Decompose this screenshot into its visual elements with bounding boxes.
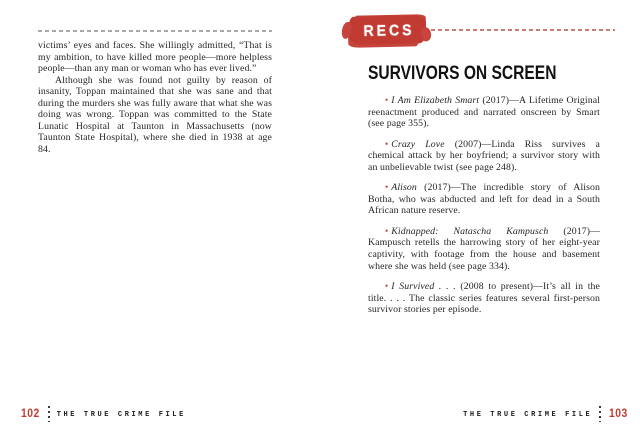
rec-title: Alison	[391, 182, 417, 194]
bullet-marker: •	[385, 182, 389, 193]
bullet-marker: •	[385, 138, 389, 149]
bullet-marker: •	[385, 95, 389, 105]
recs-badge-label: RECS	[363, 20, 415, 40]
left-page-footer	[20, 405, 186, 423]
rec-title: I Survived . . .	[391, 281, 456, 293]
footer-dashed-divider	[599, 406, 601, 422]
book-title-footer-left: THE TRUE CRIME FILE	[56, 410, 186, 419]
right-page-footer	[463, 405, 629, 423]
rec-description: (2007)—Linda Riss survives a chemical attack by her boyfriend; a survivor story with an unbelievable twist (see page 248).	[368, 138, 600, 173]
section-heading: SURVIVORS ON SCREEN	[368, 63, 557, 84]
rec-title: Kidnapped: Natascha Kampusch	[391, 225, 549, 237]
rec-description: (2017)—Kampusch retells the harrowing story of her eight-year captivity, with footage from the house and basement where she was held (see page 334).	[368, 225, 600, 272]
paragraph: Although she was found not guilty by reason of insanity, Toppan maintained that she was sane and that during the murders she was fully aware that what she was doing was wrong. Toppan was committed to the State Lunatic Hospital at Taunton in Massachusetts (now Taunton State Hospital), where she died in 1938 at age 84.	[38, 74, 272, 155]
recommendation-list	[368, 95, 600, 325]
list-item	[368, 95, 600, 130]
left-page-top-dashed-rule	[38, 30, 272, 32]
book-title-footer-right: THE TRUE CRIME FILE	[463, 410, 593, 419]
footer-dashed-divider	[48, 406, 50, 422]
paragraph: victims’ eyes and faces. She willingly admitted, “That is my ambition, to have killed more people—more helpless people—than any man or woman who has ever lived.”	[38, 40, 272, 75]
list-item	[368, 281, 600, 316]
bullet-marker: •	[385, 281, 389, 292]
rec-description: (2008 to present)—It’s all in the title. . . . The classic series features several first-person survivor stories per episode.	[368, 281, 600, 316]
rec-title: I Am Elizabeth Smart	[391, 95, 480, 106]
rec-description: (2017)—The incredible story of Alison Botha, who was abducted and left for dead in a South African nature reserve.	[368, 182, 600, 217]
rec-title: Crazy Love	[391, 138, 445, 150]
list-item	[368, 139, 600, 174]
list-item	[368, 226, 600, 272]
page-number-left: 102	[21, 408, 40, 420]
left-page-body-text	[38, 40, 272, 155]
right-page-red-dashed-rule	[431, 29, 615, 31]
bullet-marker: •	[385, 225, 389, 236]
page-number-right: 103	[609, 408, 628, 420]
recs-stamp-badge	[349, 15, 427, 45]
list-item	[368, 182, 600, 217]
rec-description: (2017)—A Lifetime Original reenactment produced and narrated onscreen by Smart (see page 355).	[368, 95, 601, 130]
